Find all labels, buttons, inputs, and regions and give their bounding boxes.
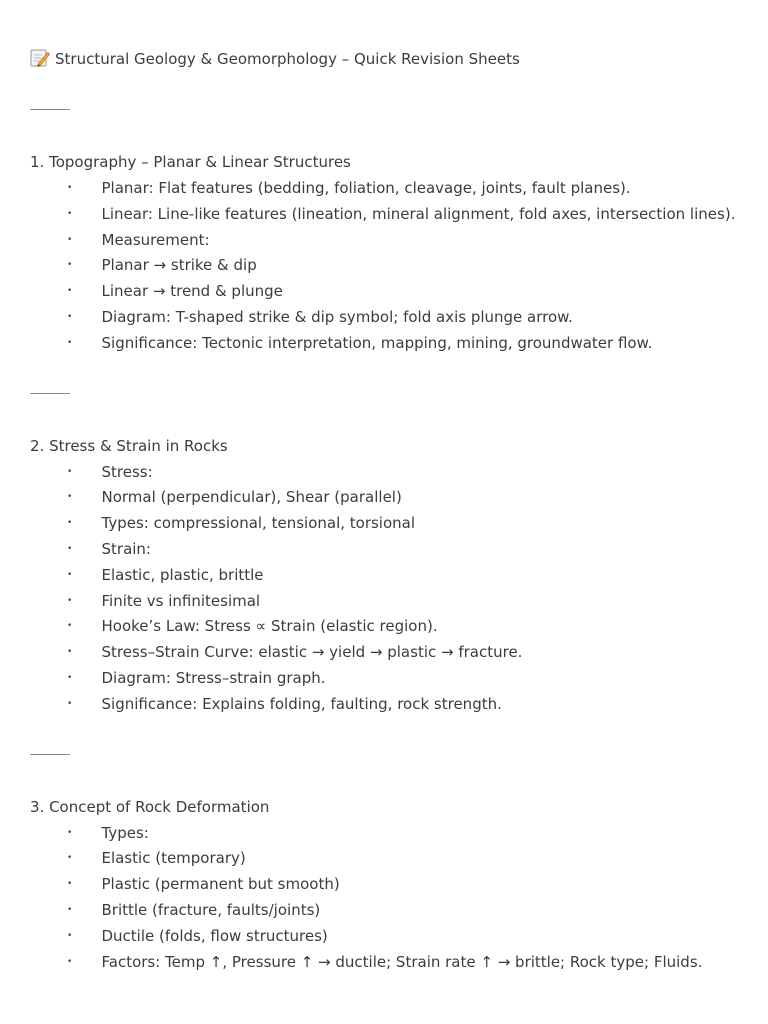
bullet-list xyxy=(30,176,750,357)
list-item xyxy=(30,202,750,228)
list-item-text: Stress: xyxy=(101,462,153,481)
list-item xyxy=(30,924,750,950)
bullet-icon: • xyxy=(67,956,73,967)
bullet-icon: • xyxy=(67,492,73,503)
list-item xyxy=(30,846,750,872)
bullet-icon: • xyxy=(67,930,73,941)
bullet-icon: • xyxy=(67,904,73,915)
list-item-text: Linear → trend & plunge xyxy=(101,282,283,301)
list-item xyxy=(30,537,750,563)
section-divider xyxy=(30,754,70,755)
list-item-text: Brittle (fracture, faults/joints) xyxy=(101,900,321,919)
list-item-text: Elastic, plastic, brittle xyxy=(101,565,264,584)
list-item xyxy=(30,331,750,357)
list-item xyxy=(30,692,750,718)
bullet-list xyxy=(30,460,750,718)
list-item-text: Significance: Tectonic interpretation, mapping, mining, groundwater flow. xyxy=(101,333,653,352)
bullet-icon: • xyxy=(67,827,73,838)
bullet-icon: • xyxy=(67,698,73,709)
list-item-text: Types: compressional, tensional, torsional xyxy=(101,514,416,533)
bullet-icon: • xyxy=(67,647,73,658)
section-heading: 3. Concept of Rock Deformation xyxy=(30,797,270,816)
bullet-icon: • xyxy=(67,286,73,297)
bullet-icon: • xyxy=(67,260,73,271)
list-item-text: Planar: Flat features (bedding, foliation, cleavage, joints, fault planes). xyxy=(101,179,631,197)
list-item-text: Factors: Temp ↑, Pressure ↑ → ductile; Strain rate ↑ → brittle; Rock type; Fluids. xyxy=(101,952,703,971)
list-item-text: Types: xyxy=(101,823,149,842)
section-topography xyxy=(30,150,750,394)
list-item-text: Measurement: xyxy=(101,230,210,249)
bullet-icon: • xyxy=(67,337,73,348)
list-item xyxy=(30,279,750,305)
list-item xyxy=(30,640,750,666)
list-item xyxy=(30,872,750,898)
list-item-text: Diagram: T-shaped strike & dip symbol; fold axis plunge arrow. xyxy=(101,307,573,326)
section-divider xyxy=(30,393,70,394)
bullet-icon: • xyxy=(67,621,73,632)
bullet-icon: • xyxy=(67,543,73,554)
bullet-icon: • xyxy=(67,311,73,322)
list-item-text: Finite vs infinitesimal xyxy=(101,591,261,610)
bullet-icon: • xyxy=(67,208,73,219)
list-item xyxy=(30,460,750,486)
list-item-text: Linear: Line-like features (lineation, mineral alignment, fold axes, intersection lines). xyxy=(101,204,736,223)
document-title: Structural Geology & Geomorphology – Quick Revision Sheets xyxy=(55,50,520,68)
list-item xyxy=(30,614,750,640)
bullet-icon: • xyxy=(67,183,73,193)
list-item-text: Planar → strike & dip xyxy=(101,256,257,275)
document xyxy=(30,47,750,975)
list-item xyxy=(30,228,750,254)
section-heading: 1. Topography – Planar & Linear Structures xyxy=(30,153,351,171)
document-title-row xyxy=(30,47,750,71)
list-item xyxy=(30,485,750,511)
bullet-icon: • xyxy=(67,569,73,580)
list-item xyxy=(30,176,750,202)
list-item-text: Hooke’s Law: Stress ∝ Strain (elastic region). xyxy=(101,617,438,636)
list-item xyxy=(30,305,750,331)
list-item-text: Normal (perpendicular), Shear (parallel) xyxy=(101,488,402,507)
list-item-text: Ductile (folds, flow structures) xyxy=(101,926,328,945)
list-item xyxy=(30,898,750,924)
list-item xyxy=(30,950,750,976)
bullet-icon: • xyxy=(67,234,73,245)
bullet-icon: • xyxy=(67,595,73,606)
list-item-text: Significance: Explains folding, faulting, rock strength. xyxy=(101,694,502,713)
list-item xyxy=(30,666,750,692)
list-item-text: Elastic (temporary) xyxy=(101,849,246,868)
list-item-text: Strain: xyxy=(101,539,151,558)
memo-pencil-icon xyxy=(30,49,50,67)
bullet-icon: • xyxy=(67,672,73,683)
bullet-list xyxy=(30,821,750,976)
list-item xyxy=(30,563,750,589)
list-item-text: Diagram: Stress–strain graph. xyxy=(101,668,326,687)
list-item xyxy=(30,253,750,279)
section-rock-deformation xyxy=(30,795,750,976)
bullet-icon: • xyxy=(67,466,73,477)
bullet-icon: • xyxy=(67,879,73,890)
list-item-text: Stress–Strain Curve: elastic → yield → plastic → fracture. xyxy=(101,643,523,662)
section-divider xyxy=(30,109,70,110)
section-heading: 2. Stress & Strain in Rocks xyxy=(30,436,228,455)
list-item xyxy=(30,589,750,615)
section-stress-strain xyxy=(30,434,750,755)
bullet-icon: • xyxy=(67,853,73,864)
bullet-icon: • xyxy=(67,518,73,529)
list-item xyxy=(30,821,750,847)
list-item xyxy=(30,511,750,537)
list-item-text: Plastic (permanent but smooth) xyxy=(101,875,340,894)
